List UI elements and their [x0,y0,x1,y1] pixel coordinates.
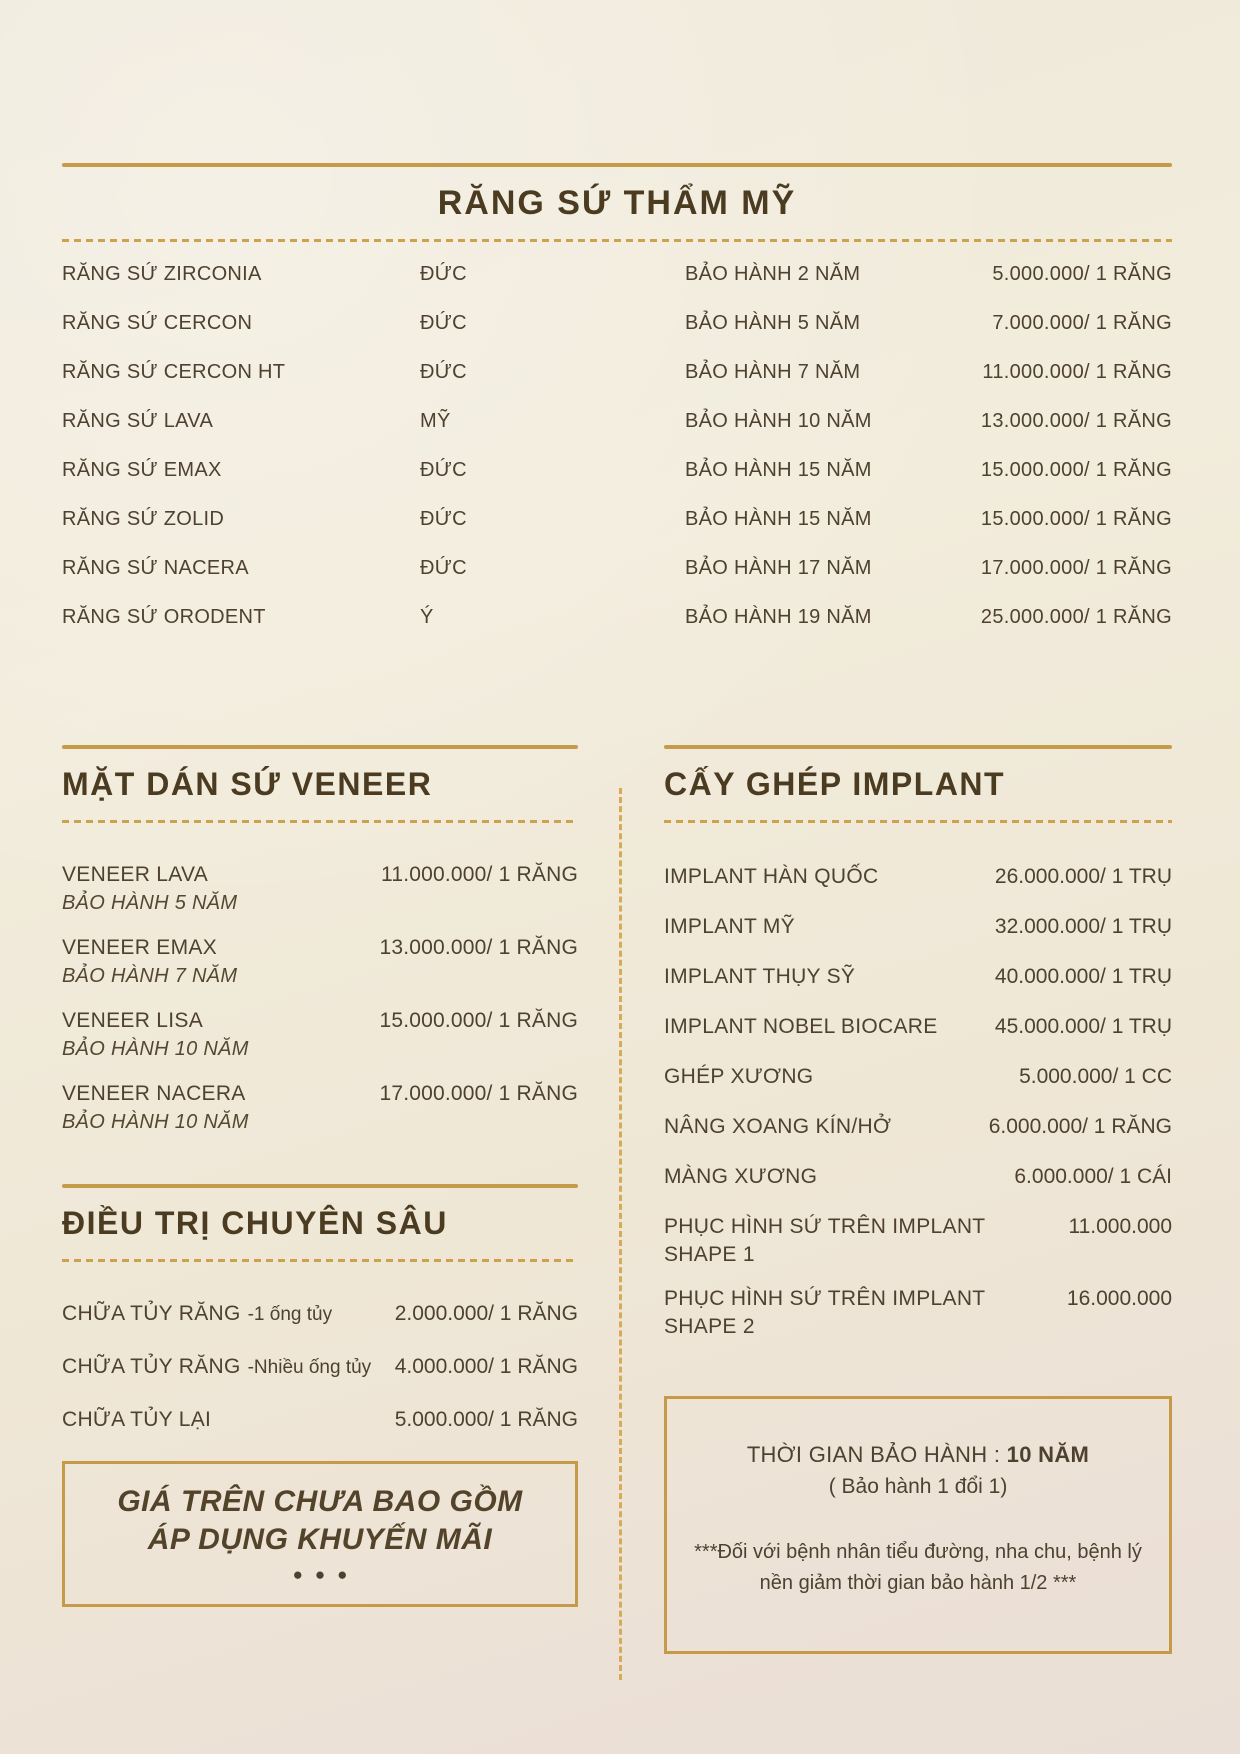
item-detail: -Nhiều ống tủy [247,1357,372,1378]
item-label-group [62,1080,249,1136]
item-name: IMPLANT MỸ [664,915,795,938]
product-name: RĂNG SỨ LAVA [62,410,214,432]
item-name-line-2: SHAPE 1 [664,1243,755,1266]
product-price: 25.000.000/ 1 RĂNG [980,606,1172,628]
list-item [62,934,578,990]
product-price: 11.000.000/ 1 RĂNG [982,361,1172,383]
list-item [664,1063,1172,1091]
list-item [664,1285,1172,1341]
column-divider [619,788,622,1680]
section-porcelain-teeth [62,163,1172,642]
item-price: 26.000.000/ 1 TRỤ [994,865,1172,888]
right-column [664,745,1172,1654]
item-price: 11.000.000/ 1 RĂNG [381,863,578,886]
column-gap [578,745,664,1654]
item-price: 6.000.000/ 1 RĂNG [988,1115,1172,1138]
dotted-rule [62,1259,578,1262]
item-price: 45.000.000/ 1 TRỤ [994,1015,1172,1038]
item-price: 2.000.000/ 1 RĂNG [394,1302,578,1325]
item-label-group [62,934,237,990]
item-label-group [664,1285,985,1341]
section-title-implant: CẤY GHÉP IMPLANT [664,766,1006,802]
product-warranty: BẢO HÀNH 5 NĂM [685,312,861,334]
warranty-note-line-2: nền giảm thời gian bảo hành 1/2 *** [759,1572,1077,1594]
list-item [62,861,578,917]
product-origin: ĐỨC [420,459,467,481]
item-name: VENEER LAVA [62,863,209,886]
section-treatment [62,1184,578,1435]
item-detail: -1 ống tủy [247,1304,333,1325]
list-item [664,863,1172,891]
item-name: CHỮA TỦY RĂNG [62,1302,241,1325]
dotted-rule [664,820,1172,823]
left-column [62,745,578,1654]
table-row [62,299,1172,348]
promo-note-box [62,1461,578,1607]
item-name: VENEER LISA [62,1009,204,1032]
list-item [62,1406,578,1435]
product-name: RĂNG SỨ ZOLID [62,508,225,530]
product-warranty: BẢO HÀNH 15 NĂM [685,508,872,530]
table-row [62,348,1172,397]
promo-line-1: GIÁ TRÊN CHƯA BAO GỒM [117,1485,523,1518]
table-row [62,544,1172,593]
product-price: 15.000.000/ 1 RĂNG [980,459,1172,481]
item-warranty: BẢO HÀNH 10 NĂM [62,1038,249,1060]
item-label-group [664,1213,985,1269]
item-warranty: BẢO HÀNH 5 NĂM [62,892,238,914]
product-warranty: BẢO HÀNH 10 NĂM [685,410,872,432]
list-item [664,913,1172,941]
list-item [664,963,1172,991]
item-price: 17.000.000/ 1 RĂNG [379,1082,578,1105]
item-name: NÂNG XOANG KÍN/HỞ [664,1115,892,1138]
warranty-duration-line [667,1439,1169,1471]
section-implant [664,745,1172,1341]
item-price: 40.000.000/ 1 TRỤ [994,965,1172,988]
item-name: CHỮA TỦY RĂNG [62,1355,241,1378]
section-veneer [62,745,578,1136]
product-warranty: BẢO HÀNH 15 NĂM [685,459,872,481]
product-name: RĂNG SỨ EMAX [62,459,222,481]
item-price: 13.000.000/ 1 RĂNG [379,936,578,959]
item-label-group [62,1007,249,1063]
section-title-treatment: ĐIỀU TRỊ CHUYÊN SÂU [62,1205,448,1241]
item-name: PHỤC HÌNH SỨ TRÊN IMPLANT [664,1287,986,1310]
product-warranty: BẢO HÀNH 17 NĂM [685,557,872,579]
dotted-rule [62,820,578,823]
product-name: RĂNG SỨ ZIRCONIA [62,263,262,285]
warranty-duration-value: 10 NĂM [1006,1442,1090,1467]
item-name: VENEER NACERA [62,1082,246,1105]
item-label [62,1353,371,1382]
item-name: VENEER EMAX [62,936,218,959]
list-item [664,1013,1172,1041]
warranty-duration-label: THỜI GIAN BẢO HÀNH : [746,1442,1007,1467]
product-name: RĂNG SỨ ORODENT [62,606,266,628]
item-price: 5.000.000/ 1 CC [1019,1065,1172,1088]
warranty-exchange-line: ( Bảo hành 1 đổi 1) [828,1475,1008,1498]
item-price: 5.000.000/ 1 RĂNG [394,1408,578,1431]
item-price: 4.000.000/ 1 RĂNG [394,1355,578,1378]
list-item [62,1353,578,1382]
list-item [62,1300,578,1329]
product-price: 5.000.000/ 1 RĂNG [992,263,1172,285]
product-origin: MỸ [420,410,451,432]
product-origin: ĐỨC [420,312,467,334]
implant-list [664,863,1172,1341]
product-warranty: BẢO HÀNH 2 NĂM [685,263,861,285]
item-price: 15.000.000/ 1 RĂNG [379,1009,578,1032]
warranty-note-line-1: ***Đối với bệnh nhân tiểu đường, nha chu, bệnh lý [694,1541,1142,1563]
product-name: RĂNG SỨ CERCON [62,312,253,334]
warranty-info-box [664,1396,1172,1654]
product-origin: Ý [420,606,434,628]
item-name: IMPLANT NOBEL BIOCARE [664,1015,938,1038]
product-origin: ĐỨC [420,263,467,285]
table-row [62,495,1172,544]
table-row [62,250,1172,299]
list-item [664,1113,1172,1141]
porcelain-price-table [62,250,1172,642]
item-warranty: BẢO HÀNH 10 NĂM [62,1111,249,1133]
item-label [62,1300,332,1329]
product-origin: ĐỨC [420,361,467,383]
table-row [62,397,1172,446]
two-column-area [62,745,1172,1654]
product-price: 7.000.000/ 1 RĂNG [992,312,1172,334]
item-name: PHỤC HÌNH SỨ TRÊN IMPLANT [664,1215,986,1238]
warranty-note [667,1537,1169,1599]
item-name: CHỮA TỦY LẠI [62,1408,212,1431]
promo-line-2: ÁP DỤNG KHUYẾN MÃI [147,1523,493,1556]
item-price: 32.000.000/ 1 TRỤ [994,915,1172,938]
product-warranty: BẢO HÀNH 7 NĂM [685,361,861,383]
veneer-list [62,861,578,1136]
treatment-list [62,1300,578,1435]
item-name: IMPLANT HÀN QUỐC [664,865,879,888]
product-price: 15.000.000/ 1 RĂNG [980,508,1172,530]
item-price: 16.000.000 [1066,1287,1172,1310]
item-label [62,1406,218,1435]
product-price: 13.000.000/ 1 RĂNG [980,410,1172,432]
section-title-veneer: MẶT DÁN SỨ VENEER [62,766,433,802]
item-name-line-2: SHAPE 2 [664,1315,755,1338]
three-dots-icon: ●●● [292,1565,360,1584]
item-price: 6.000.000/ 1 CÁI [1014,1165,1172,1188]
product-origin: ĐỨC [420,557,467,579]
table-row [62,593,1172,642]
item-price: 11.000.000 [1068,1215,1172,1238]
list-item [664,1213,1172,1269]
dotted-rule [62,239,1172,242]
list-item [62,1007,578,1063]
product-name: RĂNG SỨ NACERA [62,557,249,579]
list-item [62,1080,578,1136]
product-name: RĂNG SỨ CERCON HT [62,361,286,383]
item-name: IMPLANT THỤY SỸ [664,965,856,988]
item-label-group [62,861,237,917]
list-item [664,1163,1172,1191]
product-price: 17.000.000/ 1 RĂNG [980,557,1172,579]
item-name: MÀNG XƯƠNG [664,1165,818,1188]
table-row [62,446,1172,495]
item-name: GHÉP XƯƠNG [664,1065,814,1088]
product-warranty: BẢO HÀNH 19 NĂM [685,606,872,628]
page-title: RĂNG SỨ THẨM MỸ [437,184,797,222]
product-origin: ĐỨC [420,508,467,530]
item-warranty: BẢO HÀNH 7 NĂM [62,965,238,987]
